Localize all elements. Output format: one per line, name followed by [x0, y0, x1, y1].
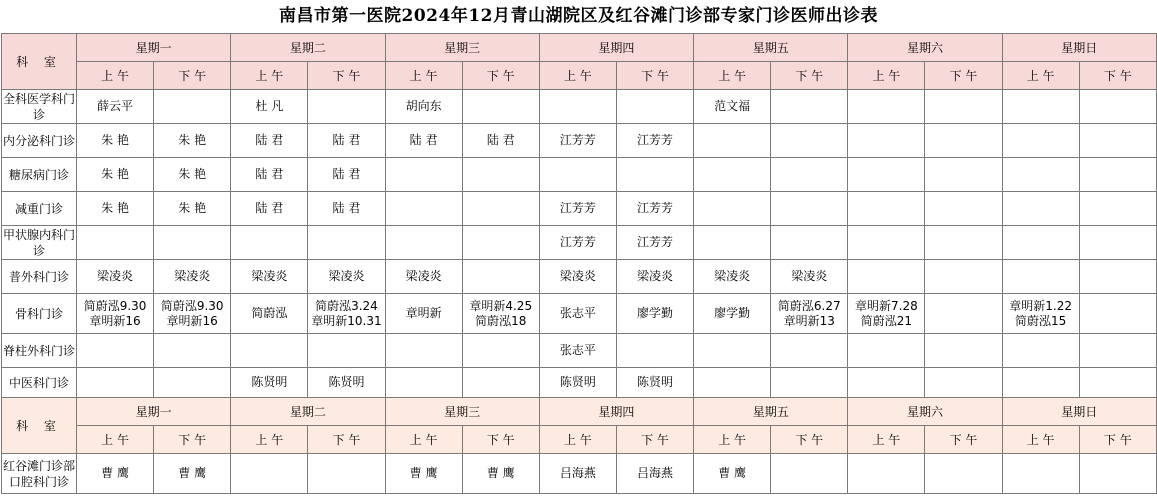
am-doctor-cell	[694, 368, 771, 398]
dept-name: 减重门诊	[2, 192, 77, 226]
am-doctor-cell: 张志平	[539, 334, 616, 368]
am-doctor-cell: 陆 君	[231, 158, 308, 192]
am-doctor-cell: 梁凌炎	[539, 260, 616, 294]
am-doctor-cell: 朱 艳	[77, 158, 154, 192]
am-header: 上 午	[77, 426, 154, 454]
schedule-row	[2, 294, 1157, 334]
day-header: 星期五	[694, 34, 848, 62]
pm-doctor-cell	[925, 294, 1002, 334]
pm-doctor-cell	[1079, 294, 1156, 334]
day-header: 星期六	[848, 398, 1002, 426]
am-doctor-cell: 吕海燕	[539, 454, 616, 494]
am-doctor-cell	[848, 226, 925, 260]
pm-doctor-cell	[616, 334, 693, 368]
am-doctor-cell: 江芳芳	[539, 192, 616, 226]
day-header: 星期四	[539, 398, 693, 426]
am-doctor-cell	[694, 192, 771, 226]
pm-doctor-cell	[771, 90, 848, 124]
am-doctor-cell: 张志平	[539, 294, 616, 334]
day-header: 星期三	[385, 34, 539, 62]
pm-doctor-cell	[925, 192, 1002, 226]
schedule-row	[2, 192, 1157, 226]
pm-doctor-cell	[771, 124, 848, 158]
pm-doctor-cell: 梁凌炎	[154, 260, 231, 294]
pm-header: 下 午	[462, 62, 539, 90]
schedule-row	[2, 90, 1157, 124]
am-header: 上 午	[385, 62, 462, 90]
am-doctor-cell: 江芳芳	[539, 226, 616, 260]
am-doctor-cell: 章明新7.28 简蔚泓21	[848, 294, 925, 334]
pm-doctor-cell	[771, 158, 848, 192]
schedule-row	[2, 260, 1157, 294]
day-header: 星期三	[385, 398, 539, 426]
pm-doctor-cell: 梁凌炎	[308, 260, 385, 294]
pm-doctor-cell	[308, 454, 385, 494]
pm-doctor-cell	[462, 192, 539, 226]
pm-doctor-cell	[771, 368, 848, 398]
am-doctor-cell: 薛云平	[77, 90, 154, 124]
pm-header: 下 午	[925, 426, 1002, 454]
pm-doctor-cell: 陈贤明	[616, 368, 693, 398]
am-doctor-cell: 江芳芳	[539, 124, 616, 158]
pm-doctor-cell: 陆 君	[308, 158, 385, 192]
am-doctor-cell	[848, 124, 925, 158]
pm-doctor-cell	[925, 334, 1002, 368]
am-doctor-cell: 章明新1.22 简蔚泓15	[1002, 294, 1079, 334]
am-doctor-cell	[694, 158, 771, 192]
pm-doctor-cell: 简蔚泓6.27 章明新13	[771, 294, 848, 334]
am-header: 上 午	[848, 62, 925, 90]
pm-doctor-cell	[925, 368, 1002, 398]
day-header: 星期一	[77, 34, 231, 62]
am-doctor-cell	[1002, 226, 1079, 260]
am-doctor-cell	[77, 334, 154, 368]
ampm-header-row	[2, 426, 1157, 454]
pm-doctor-cell: 陆 君	[308, 192, 385, 226]
pm-doctor-cell	[154, 226, 231, 260]
day-header: 星期六	[848, 34, 1002, 62]
pm-doctor-cell: 梁凌炎	[771, 260, 848, 294]
am-doctor-cell	[848, 334, 925, 368]
am-doctor-cell	[77, 226, 154, 260]
pm-doctor-cell	[462, 158, 539, 192]
pm-header: 下 午	[771, 62, 848, 90]
pm-doctor-cell	[925, 260, 1002, 294]
am-doctor-cell: 陆 君	[231, 192, 308, 226]
day-header-row	[2, 398, 1157, 426]
schedule-table	[1, 33, 1157, 494]
am-header: 上 午	[231, 62, 308, 90]
day-header: 星期日	[1002, 398, 1156, 426]
am-doctor-cell	[1002, 158, 1079, 192]
am-doctor-cell: 简蔚泓	[231, 294, 308, 334]
pm-doctor-cell	[771, 192, 848, 226]
am-doctor-cell	[539, 90, 616, 124]
am-header: 上 午	[848, 426, 925, 454]
am-doctor-cell: 梁凌炎	[694, 260, 771, 294]
pm-doctor-cell	[1079, 192, 1156, 226]
pm-doctor-cell: 陈贤明	[308, 368, 385, 398]
dept-header: 科 室	[2, 34, 77, 90]
day-header: 星期四	[539, 34, 693, 62]
am-doctor-cell	[231, 226, 308, 260]
pm-doctor-cell	[1079, 334, 1156, 368]
dept-name: 脊柱外科门诊	[2, 334, 77, 368]
am-doctor-cell	[848, 158, 925, 192]
am-doctor-cell	[848, 454, 925, 494]
day-header-row	[2, 34, 1157, 62]
pm-header: 下 午	[771, 426, 848, 454]
pm-doctor-cell	[616, 158, 693, 192]
pm-header: 下 午	[1079, 426, 1156, 454]
pm-doctor-cell	[308, 90, 385, 124]
pm-doctor-cell	[925, 124, 1002, 158]
pm-doctor-cell: 江芳芳	[616, 192, 693, 226]
pm-header: 下 午	[616, 62, 693, 90]
pm-doctor-cell	[462, 226, 539, 260]
am-header: 上 午	[694, 426, 771, 454]
am-doctor-cell	[385, 334, 462, 368]
pm-header: 下 午	[154, 62, 231, 90]
am-doctor-cell: 朱 艳	[77, 124, 154, 158]
am-doctor-cell: 曹 鹰	[385, 454, 462, 494]
am-doctor-cell	[385, 158, 462, 192]
am-doctor-cell: 廖学勤	[694, 294, 771, 334]
schedule-row	[2, 368, 1157, 398]
am-doctor-cell	[1002, 90, 1079, 124]
pm-doctor-cell	[925, 454, 1002, 494]
pm-doctor-cell: 吕海燕	[616, 454, 693, 494]
pm-doctor-cell	[308, 226, 385, 260]
pm-doctor-cell	[1079, 260, 1156, 294]
dept-name: 骨科门诊	[2, 294, 77, 334]
pm-doctor-cell: 梁凌炎	[616, 260, 693, 294]
pm-header: 下 午	[925, 62, 1002, 90]
pm-doctor-cell	[1079, 158, 1156, 192]
am-header: 上 午	[1002, 62, 1079, 90]
pm-doctor-cell: 简蔚泓9.30 章明新16	[154, 294, 231, 334]
page-title: 南昌市第一医院2024年12月青山湖院区及红谷滩门诊部专家门诊医师出诊表	[279, 6, 878, 26]
am-doctor-cell: 陆 君	[385, 124, 462, 158]
day-header: 星期二	[231, 34, 385, 62]
pm-doctor-cell	[154, 368, 231, 398]
am-doctor-cell	[77, 368, 154, 398]
am-doctor-cell	[848, 260, 925, 294]
am-header: 上 午	[694, 62, 771, 90]
am-doctor-cell: 范文福	[694, 90, 771, 124]
pm-doctor-cell: 廖学勤	[616, 294, 693, 334]
pm-doctor-cell: 简蔚泓3.24 章明新10.31	[308, 294, 385, 334]
pm-doctor-cell: 朱 艳	[154, 192, 231, 226]
am-doctor-cell: 曹 鹰	[694, 454, 771, 494]
pm-doctor-cell: 朱 艳	[154, 158, 231, 192]
day-header: 星期二	[231, 398, 385, 426]
am-doctor-cell	[694, 124, 771, 158]
am-doctor-cell: 杜 凡	[231, 90, 308, 124]
day-header: 星期五	[694, 398, 848, 426]
am-doctor-cell	[694, 334, 771, 368]
dept-name: 红谷滩门诊部口腔科门诊	[2, 454, 77, 494]
am-doctor-cell: 梁凌炎	[77, 260, 154, 294]
pm-doctor-cell	[771, 334, 848, 368]
am-doctor-cell: 朱 艳	[77, 192, 154, 226]
pm-doctor-cell	[1079, 90, 1156, 124]
day-header: 星期一	[77, 398, 231, 426]
pm-doctor-cell	[308, 334, 385, 368]
day-header: 星期日	[1002, 34, 1156, 62]
pm-header: 下 午	[616, 426, 693, 454]
pm-doctor-cell: 曹 鹰	[462, 454, 539, 494]
am-doctor-cell	[539, 158, 616, 192]
am-doctor-cell	[694, 226, 771, 260]
am-doctor-cell: 陆 君	[231, 124, 308, 158]
pm-doctor-cell	[771, 226, 848, 260]
schedule-row	[2, 124, 1157, 158]
am-header: 上 午	[1002, 426, 1079, 454]
pm-doctor-cell	[462, 90, 539, 124]
am-doctor-cell	[1002, 334, 1079, 368]
pm-doctor-cell	[154, 90, 231, 124]
am-header: 上 午	[231, 426, 308, 454]
pm-doctor-cell: 江芳芳	[616, 124, 693, 158]
pm-doctor-cell: 江芳芳	[616, 226, 693, 260]
pm-doctor-cell: 陆 君	[462, 124, 539, 158]
pm-doctor-cell	[925, 226, 1002, 260]
pm-doctor-cell	[1079, 368, 1156, 398]
pm-doctor-cell	[154, 334, 231, 368]
dept-name: 普外科门诊	[2, 260, 77, 294]
pm-doctor-cell	[925, 158, 1002, 192]
am-doctor-cell: 陈贤明	[231, 368, 308, 398]
am-doctor-cell	[1002, 124, 1079, 158]
am-doctor-cell	[848, 90, 925, 124]
pm-doctor-cell	[462, 260, 539, 294]
am-doctor-cell	[231, 454, 308, 494]
pm-header: 下 午	[308, 62, 385, 90]
dept-name: 中医科门诊	[2, 368, 77, 398]
am-doctor-cell	[385, 192, 462, 226]
am-doctor-cell	[848, 368, 925, 398]
pm-header: 下 午	[154, 426, 231, 454]
am-header: 上 午	[77, 62, 154, 90]
am-header: 上 午	[385, 426, 462, 454]
schedule-row	[2, 158, 1157, 192]
am-doctor-cell	[385, 368, 462, 398]
am-header: 上 午	[539, 426, 616, 454]
am-doctor-cell: 曹 鹰	[77, 454, 154, 494]
am-doctor-cell: 胡向东	[385, 90, 462, 124]
am-doctor-cell: 梁凌炎	[385, 260, 462, 294]
pm-doctor-cell: 章明新4.25 简蔚泓18	[462, 294, 539, 334]
pm-header: 下 午	[308, 426, 385, 454]
pm-doctor-cell	[616, 90, 693, 124]
pm-doctor-cell	[1079, 124, 1156, 158]
pm-doctor-cell: 曹 鹰	[154, 454, 231, 494]
pm-header: 下 午	[462, 426, 539, 454]
am-doctor-cell: 简蔚泓9.30 章明新16	[77, 294, 154, 334]
dept-header: 科 室	[2, 398, 77, 454]
am-doctor-cell	[1002, 192, 1079, 226]
pm-doctor-cell	[462, 368, 539, 398]
pm-doctor-cell	[462, 334, 539, 368]
am-doctor-cell	[1002, 454, 1079, 494]
dept-name: 甲状腺内科门诊	[2, 227, 75, 258]
schedule-row	[2, 226, 1157, 260]
pm-doctor-cell	[925, 90, 1002, 124]
pm-header: 下 午	[1079, 62, 1156, 90]
am-doctor-cell: 章明新	[385, 294, 462, 334]
schedule-row	[2, 334, 1157, 368]
pm-doctor-cell: 陆 君	[308, 124, 385, 158]
am-doctor-cell: 陈贤明	[539, 368, 616, 398]
ampm-header-row	[2, 62, 1157, 90]
am-header: 上 午	[539, 62, 616, 90]
am-doctor-cell	[1002, 260, 1079, 294]
am-doctor-cell	[231, 334, 308, 368]
schedule-row	[2, 454, 1157, 494]
am-doctor-cell: 梁凌炎	[231, 260, 308, 294]
am-doctor-cell	[1002, 368, 1079, 398]
pm-doctor-cell: 朱 艳	[154, 124, 231, 158]
pm-doctor-cell	[1079, 226, 1156, 260]
pm-doctor-cell	[1079, 454, 1156, 494]
pm-doctor-cell	[771, 454, 848, 494]
am-doctor-cell	[385, 226, 462, 260]
am-doctor-cell	[848, 192, 925, 226]
dept-name: 糖尿病门诊	[2, 158, 77, 192]
dept-name: 全科医学科门诊	[2, 91, 75, 122]
dept-name: 内分泌科门诊	[2, 124, 77, 158]
